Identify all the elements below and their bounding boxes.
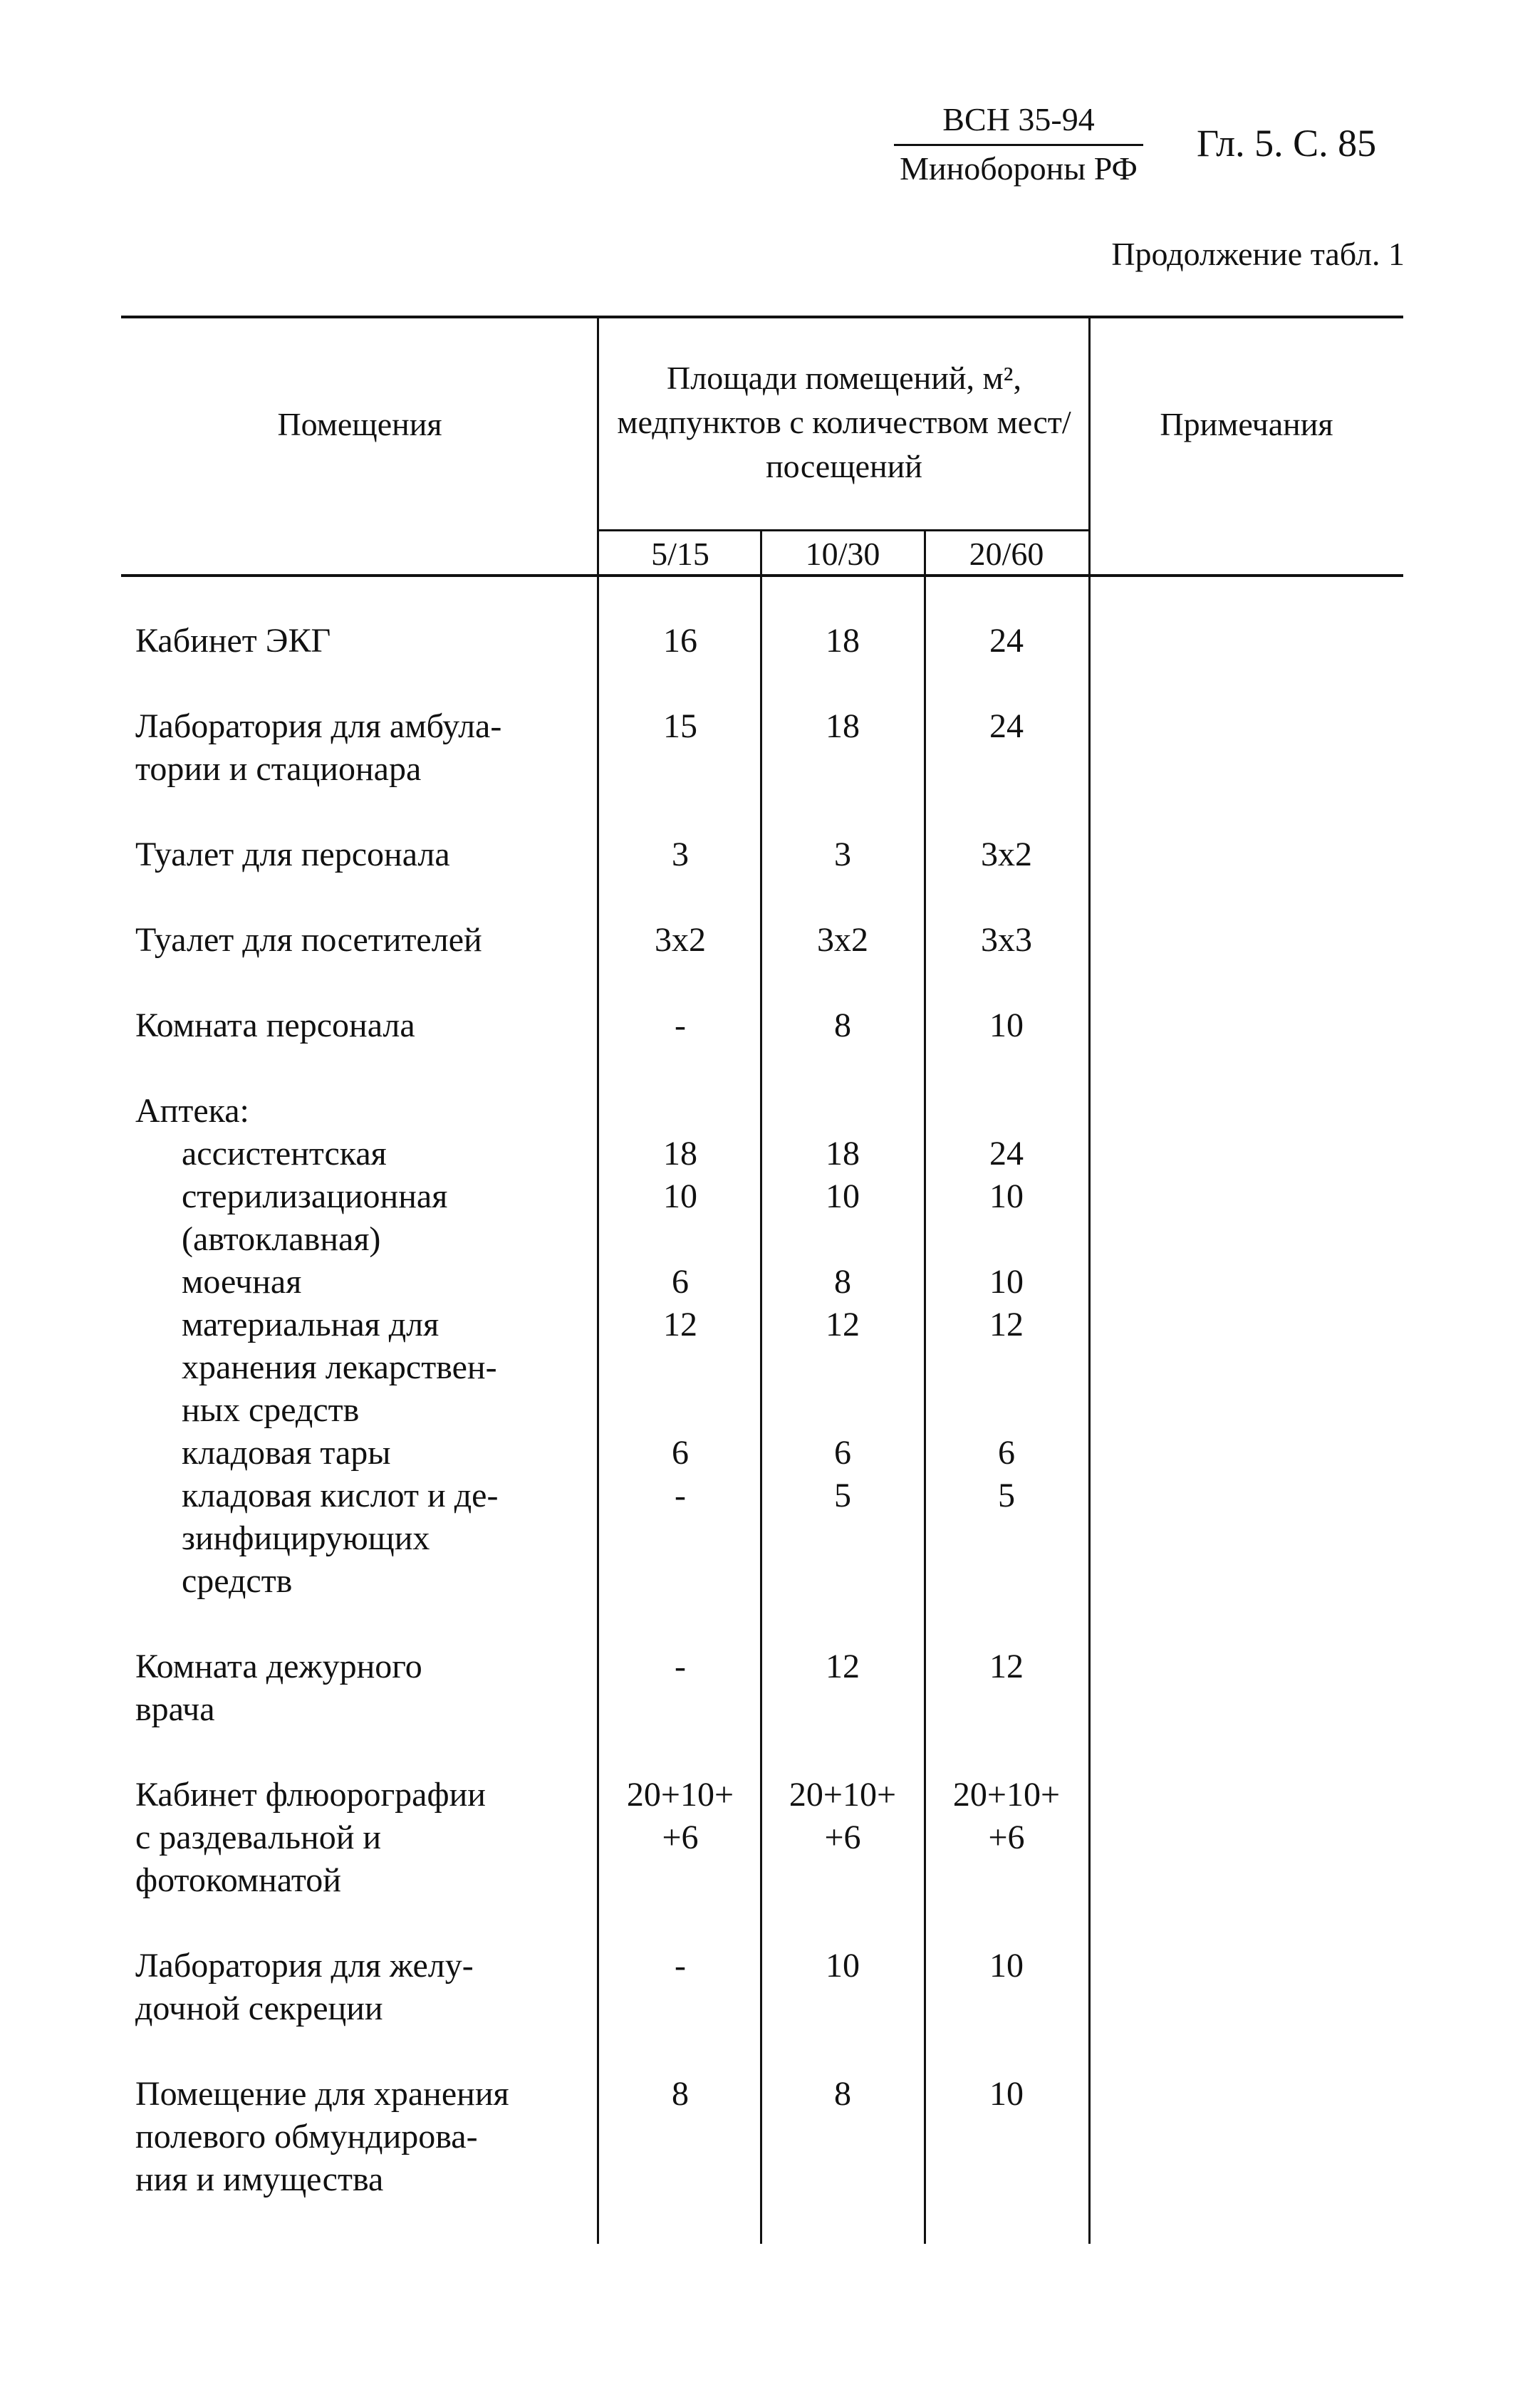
document-code	[894, 100, 1143, 189]
area-value-20-60	[925, 919, 1088, 962]
area-value-20-60	[925, 1475, 1088, 1517]
room-name-line: Комната персонала	[135, 1007, 415, 1044]
area-value-5-15	[598, 1645, 762, 1688]
area-value-5-15	[598, 1004, 762, 1047]
room-name-line: Помещение для хранения	[135, 2075, 509, 2113]
room-name	[135, 1090, 591, 1133]
area-value-line: 24	[989, 1135, 1024, 1172]
area-value-line: 15	[663, 707, 697, 745]
area-value-line: 12	[663, 1306, 697, 1343]
room-name	[182, 1432, 595, 1475]
area-value-line: 18	[826, 622, 860, 660]
area-value-10-30	[761, 705, 925, 748]
area-value-line: 10	[989, 1177, 1024, 1215]
document-code-bottom: Минобороны РФ	[900, 150, 1138, 187]
area-value-line: 3х2	[981, 836, 1032, 873]
room-name-line: средств	[182, 1562, 293, 1600]
area-value-10-30	[761, 1774, 925, 1859]
room-name	[135, 1774, 591, 1902]
room-name-line: Комната дежурного	[135, 1648, 422, 1685]
room-name	[182, 1133, 595, 1175]
area-value-10-30	[761, 2073, 925, 2116]
area-value-line: 20+10+	[789, 1776, 897, 1814]
room-name-line: Аптека:	[135, 1092, 249, 1130]
room-name-line: (автоклавная)	[182, 1220, 381, 1258]
area-value-5-15	[598, 1432, 762, 1475]
area-value-20-60	[925, 1432, 1088, 1475]
area-value-5-15	[598, 1175, 762, 1218]
area-value-line: 20+10+	[952, 1776, 1061, 1814]
area-value-line: 12	[989, 1648, 1024, 1685]
header-areas: Площади помещений, м², медпунктов с количеством мест/посещений	[617, 360, 1071, 484]
area-value-20-60	[925, 1774, 1088, 1859]
column-divider-4	[1088, 317, 1091, 2244]
room-name	[135, 1004, 591, 1047]
area-value-20-60	[925, 1645, 1088, 1688]
room-name-line: с раздевальной и	[135, 1819, 382, 1856]
table-top-rule	[121, 316, 1403, 318]
room-name-line: хранения лекарствен-	[182, 1348, 497, 1386]
area-value-20-60	[925, 1945, 1088, 1987]
area-value-10-30	[761, 1004, 925, 1047]
area-value-20-60	[925, 2073, 1088, 2116]
area-value-5-15	[598, 919, 762, 962]
room-name-line: Туалет для персонала	[135, 836, 450, 873]
room-name-line: врача	[135, 1690, 215, 1728]
area-value-10-30	[761, 1304, 925, 1346]
room-name-line: кладовая тары	[182, 1434, 391, 1472]
area-value-line: 3х3	[981, 921, 1032, 959]
room-name-line: кладовая кислот и де-	[182, 1477, 499, 1514]
room-name-line: зинфицирующих	[182, 1519, 430, 1557]
area-value-20-60	[925, 1261, 1088, 1304]
room-name	[135, 1945, 591, 2030]
area-value-5-15	[598, 1133, 762, 1175]
subheader-rule	[597, 529, 1090, 531]
room-name-line: ния и имущества	[135, 2160, 384, 2198]
room-name-line: стерилизационная	[182, 1177, 448, 1215]
room-name-line: тории и стационара	[135, 750, 422, 788]
area-value-line: -	[675, 1947, 686, 1985]
area-value-line: 6	[672, 1434, 689, 1472]
subheader-10-30: 10/30	[805, 536, 880, 572]
room-name	[135, 919, 591, 962]
area-value-line: 8	[672, 2075, 689, 2113]
table-continuation-label: Продолжение табл. 1	[1111, 236, 1405, 272]
area-value-10-30	[761, 1175, 925, 1218]
subheader-20-60: 20/60	[969, 536, 1044, 572]
area-value-line: 5	[998, 1477, 1015, 1514]
area-value-line: -	[675, 1648, 686, 1685]
room-name	[135, 833, 591, 876]
room-name	[182, 1304, 595, 1432]
area-value-line: 18	[826, 1135, 860, 1172]
room-name-line: Лаборатория для желу-	[135, 1947, 474, 1985]
area-value-line: 6	[834, 1434, 851, 1472]
room-name	[135, 1645, 591, 1731]
area-value-5-15	[598, 705, 762, 748]
area-value-line: 24	[989, 707, 1024, 745]
room-name-line: Кабинет ЭКГ	[135, 622, 331, 660]
area-value-line: 10	[663, 1177, 697, 1215]
room-name-line: материальная для	[182, 1306, 439, 1343]
room-name	[182, 1175, 595, 1261]
area-value-line: 12	[826, 1648, 860, 1685]
area-value-line: 3х2	[817, 921, 868, 959]
area-value-10-30	[761, 833, 925, 876]
area-value-20-60	[925, 620, 1088, 662]
area-value-line: +6	[988, 1819, 1025, 1856]
room-name-line: Туалет для посетителей	[135, 921, 482, 959]
area-value-5-15	[598, 620, 762, 662]
area-value-5-15	[598, 1261, 762, 1304]
room-name-line: фотокомнатой	[135, 1861, 341, 1899]
area-value-line: 16	[663, 622, 697, 660]
area-value-10-30	[761, 919, 925, 962]
area-value-line: 8	[834, 1263, 851, 1301]
area-value-5-15	[598, 1304, 762, 1346]
subheader-5-15: 5/15	[651, 536, 709, 572]
room-name-line: дочной секреции	[135, 1990, 383, 2027]
area-value-5-15	[598, 1475, 762, 1517]
area-value-line: 24	[989, 622, 1024, 660]
area-value-line: 6	[672, 1263, 689, 1301]
area-value-5-15	[598, 2073, 762, 2116]
room-name-line: полевого обмундирова-	[135, 2118, 478, 2155]
header-rooms: Помещения	[277, 406, 442, 442]
area-value-10-30	[761, 1133, 925, 1175]
area-value-line: 10	[826, 1947, 860, 1985]
room-name-line: ных средств	[182, 1391, 360, 1429]
area-value-10-30	[761, 1432, 925, 1475]
area-value-20-60	[925, 705, 1088, 748]
area-value-10-30	[761, 1945, 925, 1987]
area-value-10-30	[761, 1261, 925, 1304]
header-notes: Примечания	[1160, 406, 1333, 442]
area-value-line: -	[675, 1007, 686, 1044]
area-value-line: 8	[834, 1007, 851, 1044]
area-value-20-60	[925, 1004, 1088, 1047]
area-value-line: 20+10+	[626, 1776, 734, 1814]
room-name	[135, 2073, 591, 2201]
area-value-line: 10	[826, 1177, 860, 1215]
page-reference: Гл. 5. С. 85	[1197, 122, 1377, 165]
area-value-line: 8	[834, 2075, 851, 2113]
area-value-line: 18	[826, 707, 860, 745]
area-value-line: 12	[826, 1306, 860, 1343]
area-value-line: 10	[989, 2075, 1024, 2113]
room-name	[182, 1475, 595, 1603]
area-value-line: +6	[662, 1819, 699, 1856]
area-value-20-60	[925, 1133, 1088, 1175]
area-value-10-30	[761, 620, 925, 662]
area-value-line: +6	[824, 1819, 861, 1856]
area-value-line: 3	[672, 836, 689, 873]
room-name-line: Лаборатория для амбула-	[135, 707, 502, 745]
area-value-20-60	[925, 1304, 1088, 1346]
area-value-line: -	[675, 1477, 686, 1514]
room-name	[135, 705, 591, 791]
area-value-5-15	[598, 833, 762, 876]
area-value-20-60	[925, 833, 1088, 876]
room-name-line: ассистентская	[182, 1135, 387, 1172]
room-name-line: Кабинет флюорографии	[135, 1776, 486, 1814]
header-bottom-rule	[121, 574, 1403, 577]
room-name	[135, 620, 591, 662]
area-value-line: 5	[834, 1477, 851, 1514]
document-code-top: ВСН 35-94	[894, 100, 1143, 146]
area-value-line: 10	[989, 1263, 1024, 1301]
area-value-line: 12	[989, 1306, 1024, 1343]
area-value-line: 18	[663, 1135, 697, 1172]
area-value-line: 10	[989, 1947, 1024, 1985]
area-value-10-30	[761, 1475, 925, 1517]
area-value-line: 10	[989, 1007, 1024, 1044]
area-value-line: 3	[834, 836, 851, 873]
room-name-line: моечная	[182, 1263, 302, 1301]
room-name	[182, 1261, 595, 1304]
area-value-10-30	[761, 1645, 925, 1688]
area-value-20-60	[925, 1175, 1088, 1218]
area-value-5-15	[598, 1774, 762, 1859]
area-value-5-15	[598, 1945, 762, 1987]
area-value-line: 3х2	[655, 921, 706, 959]
area-value-line: 6	[998, 1434, 1015, 1472]
